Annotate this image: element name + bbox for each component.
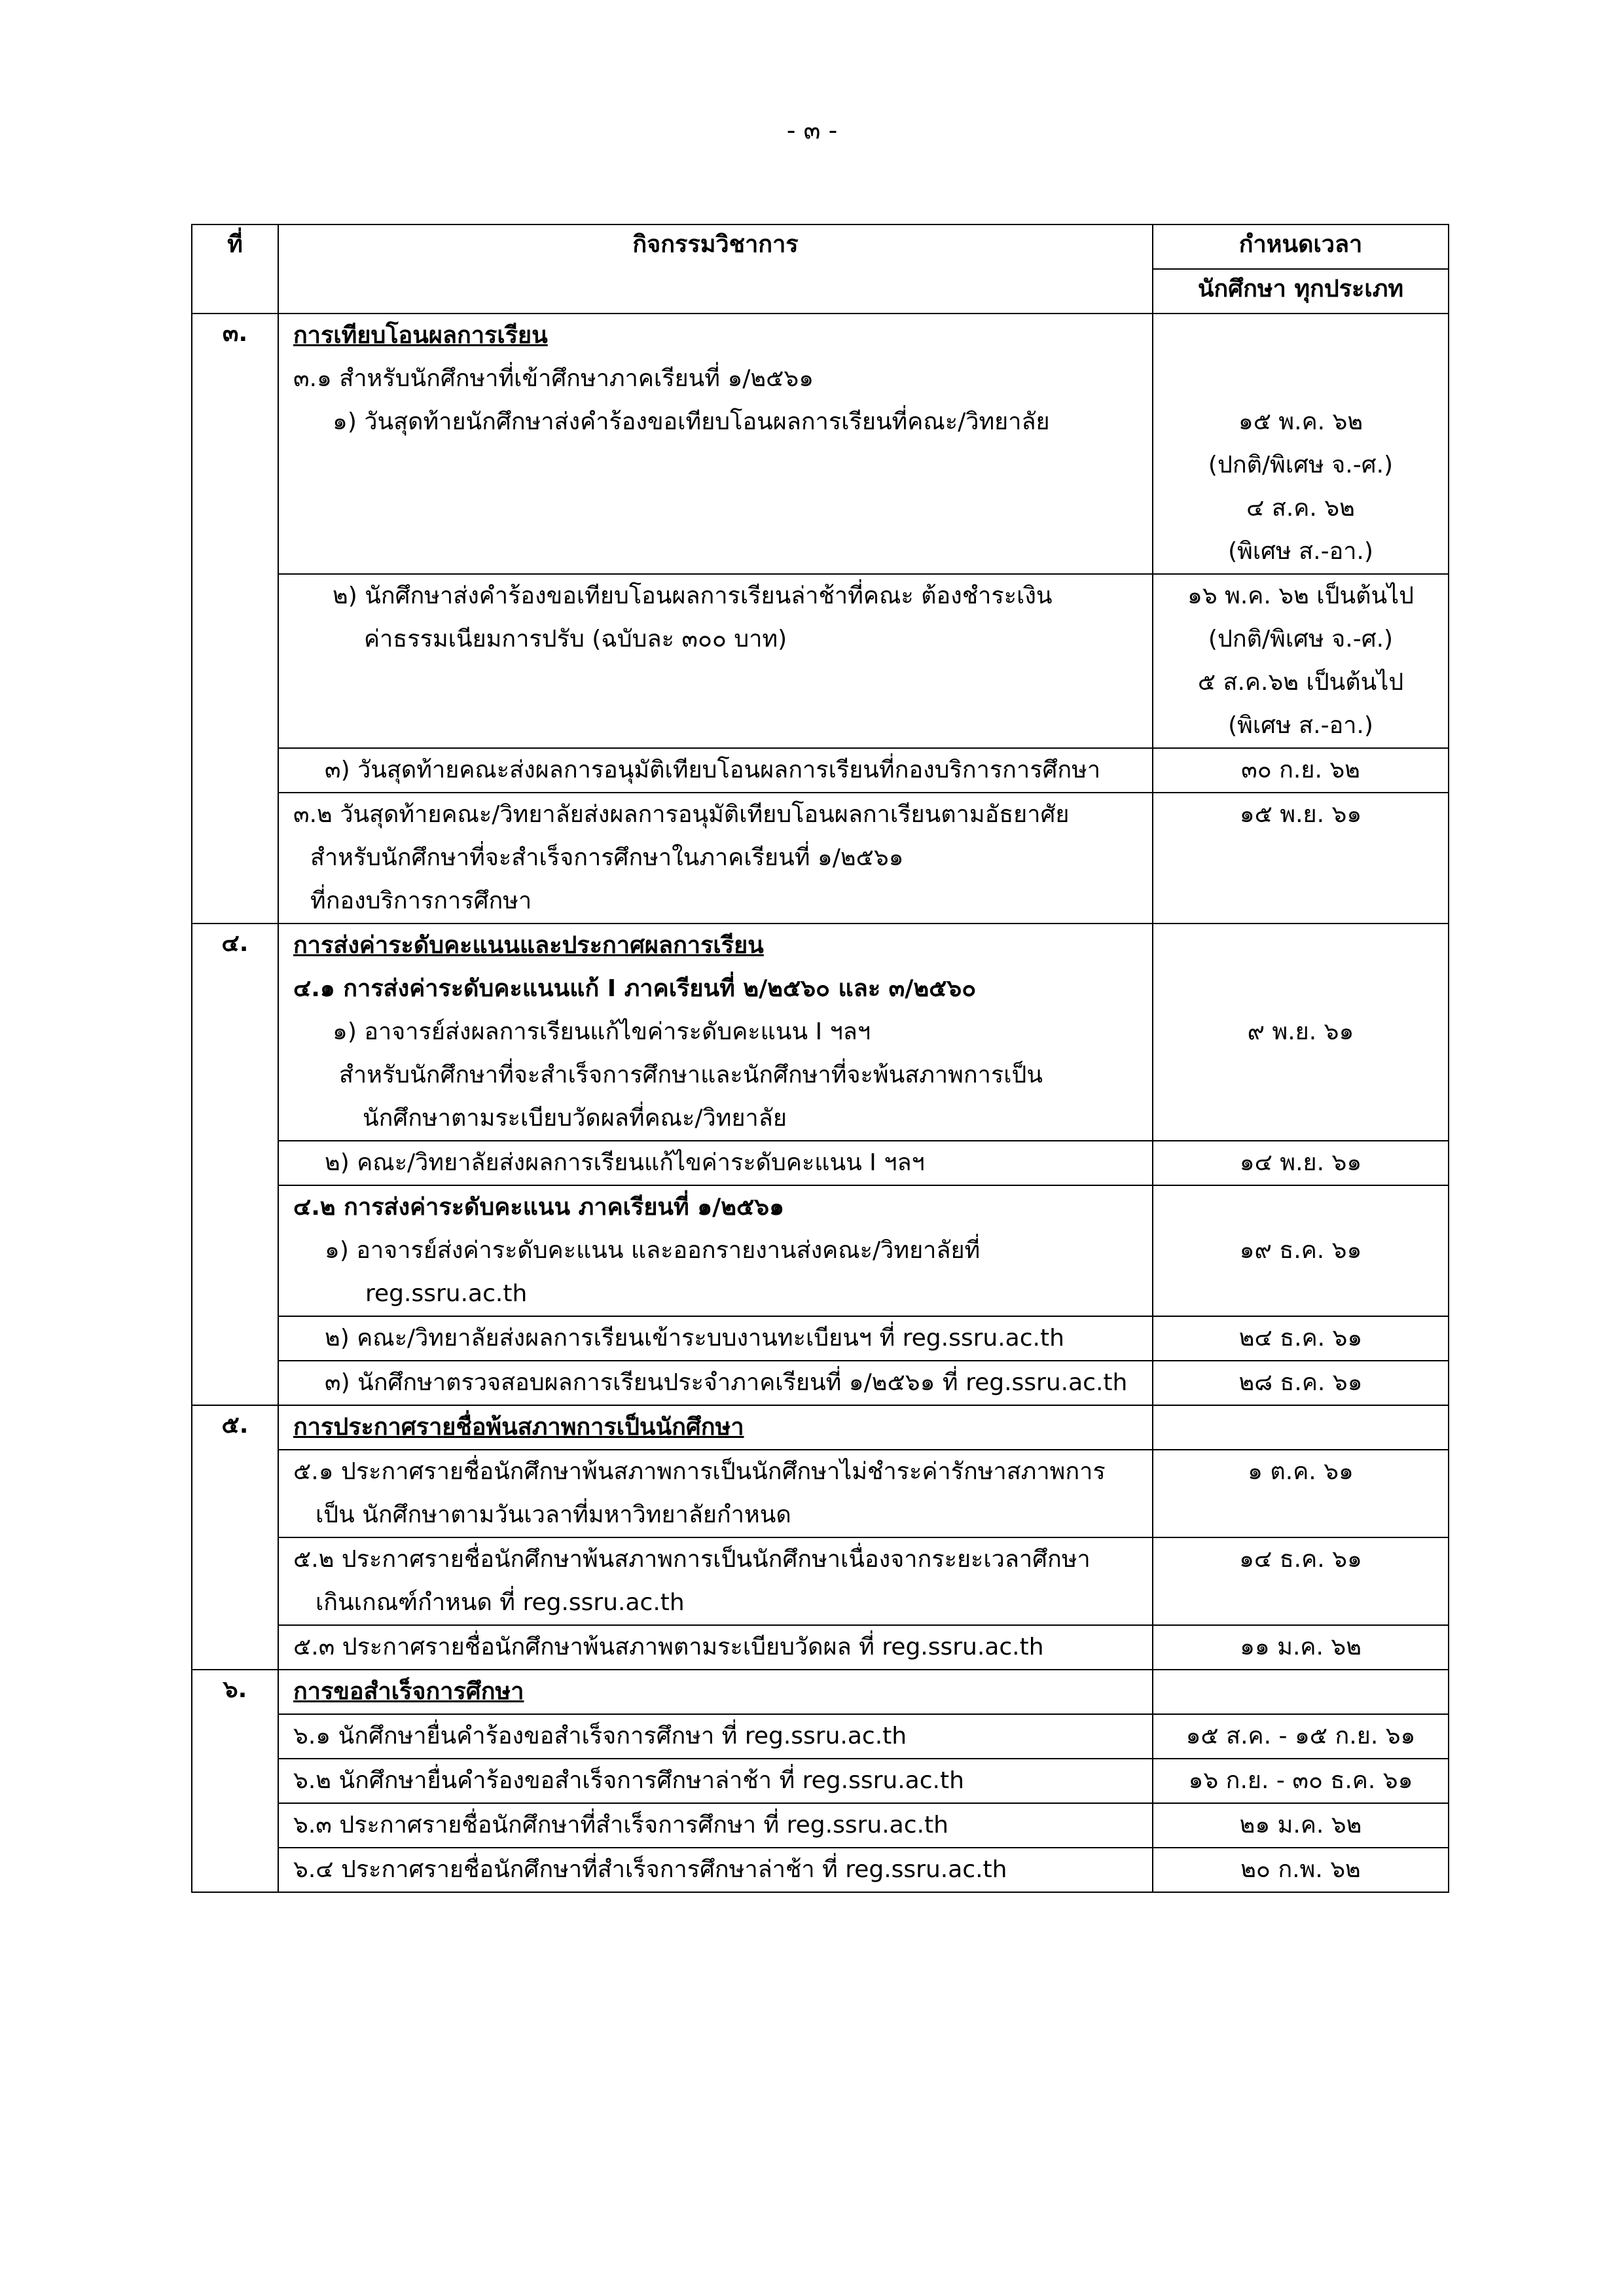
- date-line: (ปกติ/พิเศษ จ.-ศ.): [1208, 452, 1394, 478]
- table-row: [192, 1848, 1449, 1892]
- subsection-title: ๖.๒ นักศึกษายื่นคำร้องขอสำเร็จการศึกษาล่าช้า ที่ reg.ssru.ac.th: [293, 1767, 964, 1794]
- activity-cell: [278, 1316, 1153, 1361]
- header-schedule: กำหนดเวลา: [1153, 224, 1449, 269]
- activity-item-cont: ค่าธรรมเนียมการปรับ (ฉบับละ ๓๐๐ บาท): [364, 626, 787, 653]
- table-row: [192, 1759, 1449, 1803]
- subsection-title: ๓.๑ สำหรับนักศึกษาที่เข้าศึกษาภาคเรียนที่ ๑/๒๕๖๑: [293, 365, 814, 392]
- date-line: ๑ ต.ค. ๖๑: [1248, 1458, 1354, 1485]
- date-cell: [1153, 1759, 1449, 1803]
- date-line: ๒๑ ม.ค. ๖๒: [1239, 1812, 1362, 1839]
- date-line: ๑๕ พ.ค. ๖๒: [1238, 408, 1363, 435]
- date-cell: [1153, 1361, 1449, 1405]
- table-row: [192, 1450, 1449, 1537]
- activity-item-cont: reg.ssru.ac.th: [365, 1280, 528, 1307]
- activity-cell: [278, 924, 1153, 1141]
- activity-item-cont: ที่กองบริการการศึกษา: [310, 888, 532, 914]
- header-no: ที่: [192, 224, 278, 314]
- activity-cell: [278, 1848, 1153, 1892]
- activity-item: ๓) วันสุดท้ายคณะส่งผลการอนุมัติเทียบโอนผลการเรียนที่กองบริการการศึกษา: [325, 757, 1101, 783]
- activity-cell: [278, 1450, 1153, 1537]
- date-cell: [1153, 1141, 1449, 1185]
- date-line: [1153, 314, 1448, 357]
- date-line: (พิเศษ ส.-อา.): [1228, 712, 1373, 739]
- date-cell: [1153, 1625, 1449, 1670]
- date-line: ๑๔ ธ.ค. ๖๑: [1239, 1546, 1362, 1573]
- date-cell: [1153, 1848, 1449, 1892]
- date-line: ๒๘ ธ.ค. ๖๑: [1238, 1369, 1363, 1396]
- date-line: ๑๖ พ.ค. ๖๒ เป็นต้นไป: [1187, 583, 1415, 609]
- activity-cell: [278, 1714, 1153, 1759]
- date-line: [1153, 924, 1448, 967]
- date-line: ๙ พ.ย. ๖๑: [1247, 1018, 1354, 1045]
- academic-schedule-table: [191, 224, 1449, 1893]
- date-line: [1153, 967, 1448, 1011]
- date-line: ๑๖ ก.ย. - ๓๐ ธ.ค. ๖๑: [1188, 1767, 1413, 1794]
- section-number: ๔.: [192, 924, 278, 1405]
- activity-item-cont: สำหรับนักศึกษาที่จะสำเร็จการศึกษาในภาคเรียนที่ ๑/๒๕๖๑: [310, 844, 904, 871]
- date-cell: [1153, 574, 1449, 748]
- table-row: [192, 748, 1449, 793]
- activity-item: ๒) คณะ/วิทยาลัยส่งผลการเรียนแก้ไขค่าระดับคะแนน I ฯลฯ: [325, 1149, 925, 1176]
- activity-cell: [278, 574, 1153, 748]
- subsection-title: ๖.๓ ประกาศรายชื่อนักศึกษาที่สำเร็จการศึกษา ที่ reg.ssru.ac.th: [293, 1812, 948, 1839]
- table-row: [192, 793, 1449, 924]
- date-line: (พิเศษ ส.-อา.): [1228, 538, 1373, 565]
- date-cell: [1153, 748, 1449, 793]
- date-line: [1153, 1670, 1448, 1713]
- date-cell: [1153, 314, 1449, 574]
- subsection-title: ๕.๓ ประกาศรายชื่อนักศึกษาพ้นสภาพตามระเบียบวัดผล ที่ reg.ssru.ac.th: [293, 1634, 1044, 1660]
- date-cell: [1153, 793, 1449, 924]
- subsection-title: ๕.๑ ประกาศรายชื่อนักศึกษาพ้นสภาพการเป็นนักศึกษาไม่ชำระค่ารักษาสภาพการ: [293, 1458, 1106, 1485]
- header-row: [192, 224, 1449, 269]
- activity-cell: [278, 1537, 1153, 1625]
- activity-item: ๑) อาจารย์ส่งผลการเรียนแก้ไขค่าระดับคะแนน I ฯลฯ: [333, 1018, 871, 1045]
- table-row: [192, 1185, 1449, 1316]
- section-number: ๕.: [192, 1405, 278, 1670]
- activity-item: ๑) วันสุดท้ายนักศึกษาส่งคำร้องขอเทียบโอนผลการเรียนที่คณะ/วิทยาลัย: [333, 408, 1050, 435]
- activity-item-cont: เป็น นักศึกษาตามวันเวลาที่มหาวิทยาลัยกำหนด: [316, 1501, 791, 1528]
- date-line: ๒๔ ธ.ค. ๖๑: [1238, 1325, 1363, 1352]
- activity-cell: [278, 1361, 1153, 1405]
- activity-item: ๑) อาจารย์ส่งค่าระดับคะแนน และออกรายงานส่งคณะ/วิทยาลัยที่: [325, 1237, 981, 1264]
- date-line: ๑๙ ธ.ค. ๖๑: [1239, 1237, 1362, 1264]
- table-row: [192, 1405, 1449, 1450]
- activity-cell: [278, 314, 1153, 574]
- table-row: [192, 574, 1449, 748]
- activity-cell: [278, 1141, 1153, 1185]
- table-row: [192, 1803, 1449, 1848]
- date-line: [1153, 357, 1448, 401]
- date-line: ๑๕ ส.ค. - ๑๕ ก.ย. ๖๑: [1185, 1723, 1416, 1749]
- subsection-title: ๖.๑ นักศึกษายื่นคำร้องขอสำเร็จการศึกษา ที่ reg.ssru.ac.th: [293, 1723, 907, 1749]
- activity-cell: [278, 793, 1153, 924]
- date-cell: [1153, 1537, 1449, 1625]
- date-line: [1153, 1186, 1448, 1229]
- activity-item-cont: เกินเกณฑ์กำหนด ที่ reg.ssru.ac.th: [316, 1589, 685, 1616]
- subsection-title: ๔.๒ การส่งค่าระดับคะแนน ภาคเรียนที่ ๑/๒๕๖๑: [293, 1194, 784, 1221]
- header-activity: กิจกรรมวิชาการ: [278, 224, 1153, 314]
- activity-cell: [278, 748, 1153, 793]
- date-line: ๑๔ พ.ย. ๖๑: [1239, 1149, 1362, 1176]
- date-line: ๓๐ ก.ย. ๖๒: [1241, 757, 1360, 783]
- activity-cell: [278, 1185, 1153, 1316]
- table-row: [192, 1670, 1449, 1714]
- table-row: [192, 1141, 1449, 1185]
- date-cell: [1153, 1803, 1449, 1848]
- table-row: [192, 1537, 1449, 1625]
- table-row: [192, 1361, 1449, 1405]
- section-number: ๖.: [192, 1670, 278, 1892]
- section-heading: การขอสำเร็จการศึกษา: [293, 1678, 524, 1705]
- activity-cell: [278, 1759, 1153, 1803]
- header-student-type: นักศึกษา ทุกประเภท: [1153, 269, 1449, 314]
- activity-item-cont: สำหรับนักศึกษาที่จะสำเร็จการศึกษาและนักศึกษาที่จะพ้นสภาพการเป็น: [339, 1062, 1043, 1088]
- activity-cell: [278, 1803, 1153, 1848]
- date-line: ๑๕ พ.ย. ๖๑: [1239, 801, 1362, 828]
- activity-item: ๒) นักศึกษาส่งคำร้องขอเทียบโอนผลการเรียนล่าช้าที่คณะ ต้องชำระเงิน: [333, 583, 1053, 609]
- activity-item-cont: นักศึกษาตามระเบียบวัดผลที่คณะ/วิทยาลัย: [363, 1105, 787, 1132]
- section-heading: การเทียบโอนผลการเรียน: [293, 322, 548, 349]
- section-number: ๓.: [192, 314, 278, 924]
- activity-cell: [278, 1670, 1153, 1714]
- table-row: [192, 314, 1449, 574]
- activity-item: ๓) นักศึกษาตรวจสอบผลการเรียนประจำภาคเรียนที่ ๑/๒๕๖๑ ที่ reg.ssru.ac.th: [325, 1369, 1128, 1396]
- date-line: (ปกติ/พิเศษ จ.-ศ.): [1208, 626, 1394, 653]
- section-heading: การส่งค่าระดับคะแนนและประกาศผลการเรียน: [293, 932, 764, 959]
- date-cell: [1153, 1405, 1449, 1450]
- date-cell: [1153, 1714, 1449, 1759]
- date-line: ๕ ส.ค.๖๒ เป็นต้นไป: [1197, 669, 1404, 696]
- table-row: [192, 1316, 1449, 1361]
- spacer-line: [279, 444, 1152, 487]
- date-line: [1153, 1406, 1448, 1449]
- date-cell: [1153, 1450, 1449, 1537]
- date-line: ๔ ส.ค. ๖๒: [1246, 495, 1355, 522]
- date-line: ๑๑ ม.ค. ๖๒: [1240, 1634, 1362, 1660]
- date-cell: [1153, 1185, 1449, 1316]
- date-line: ๒๐ ก.พ. ๖๒: [1240, 1856, 1361, 1883]
- subsection-title: ๔.๑ การส่งค่าระดับคะแนนแก้ I ภาคเรียนที่ ๒/๒๕๖๐ และ ๓/๒๕๖๐: [293, 975, 977, 1002]
- page-number: - ๓ -: [786, 116, 838, 145]
- date-cell: [1153, 924, 1449, 1141]
- table-row: [192, 1625, 1449, 1670]
- activity-item: ๒) คณะ/วิทยาลัยส่งผลการเรียนเข้าระบบงานทะเบียนฯ ที่ reg.ssru.ac.th: [325, 1325, 1064, 1352]
- table-row: [192, 924, 1449, 1141]
- date-cell: [1153, 1670, 1449, 1714]
- subsection-title: ๖.๔ ประกาศรายชื่อนักศึกษาที่สำเร็จการศึกษาล่าช้า ที่ reg.ssru.ac.th: [293, 1856, 1007, 1883]
- section-heading: การประกาศรายชื่อพ้นสภาพการเป็นนักศึกษา: [293, 1414, 744, 1441]
- date-cell: [1153, 1316, 1449, 1361]
- subsection-title: ๕.๒ ประกาศรายชื่อนักศึกษาพ้นสภาพการเป็นนักศึกษาเนื่องจากระยะเวลาศึกษา: [293, 1546, 1091, 1573]
- table-row: [192, 1714, 1449, 1759]
- activity-cell: [278, 1405, 1153, 1450]
- activity-cell: [278, 1625, 1153, 1670]
- subsection-title: ๓.๒ วันสุดท้ายคณะ/วิทยาลัยส่งผลการอนุมัติเทียบโอนผลกาเรียนตามอัธยาศัย: [293, 801, 1070, 828]
